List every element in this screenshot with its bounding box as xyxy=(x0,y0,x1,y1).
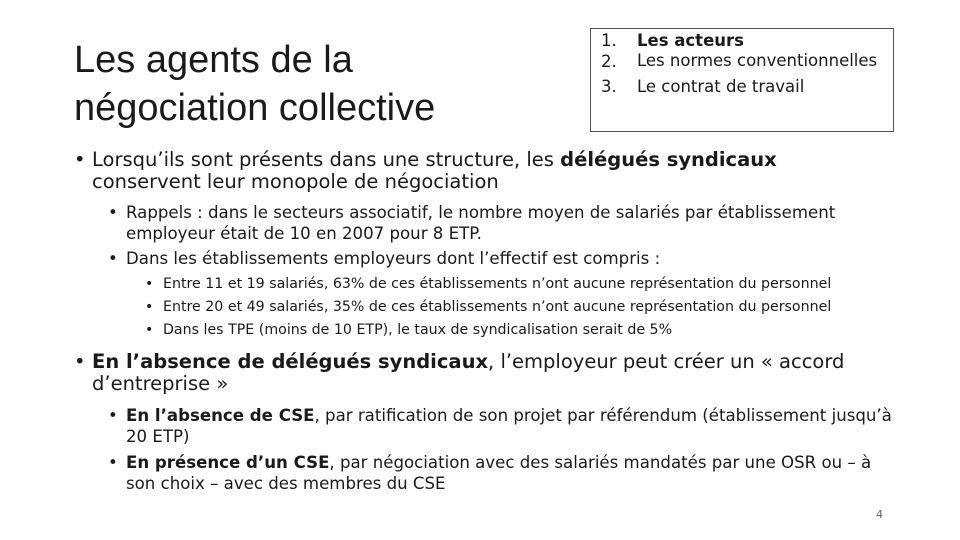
sub-bullet-presence-cse xyxy=(108,452,902,494)
bullet-text: Dans les TPE (moins de 10 ETP), le taux de syndicalisation serait de 5% xyxy=(163,322,673,338)
bullet-text: Entre 11 et 19 salariés, 63% de ces établissements n’ont aucune représentation du personnel xyxy=(163,276,832,292)
agenda-item-1 xyxy=(601,30,893,51)
bullet-marker: • xyxy=(145,276,154,292)
bullet-text: , l’employeur peut créer un « accord d’entreprise » xyxy=(92,350,845,395)
sub-bullet-etablissements xyxy=(108,248,902,269)
bullet-strong-text: En l’absence de délégués syndicaux xyxy=(92,350,489,373)
agenda-label: Le contrat de travail xyxy=(637,77,805,96)
agenda-item-3 xyxy=(601,76,893,97)
bullet-marker: • xyxy=(145,299,154,315)
bullet-delegues xyxy=(74,149,852,193)
bullet-marker: • xyxy=(74,148,86,171)
bullet-strong-text: En l’absence de CSE xyxy=(126,406,315,425)
agenda-number: 1. xyxy=(601,31,617,50)
bullet-marker: • xyxy=(108,453,118,472)
agenda-number: 2. xyxy=(601,52,617,71)
effectif-item-3 xyxy=(145,319,923,342)
agenda-label: Les acteurs xyxy=(637,31,744,50)
bullet-text: , par négociation avec des salariés mandatés par une OSR ou – à son choix – avec des membres du CSE xyxy=(126,453,872,493)
agenda-number: 3. xyxy=(601,77,617,96)
page-number: 4 xyxy=(876,508,883,521)
bullet-text: Dans les établissements employeurs dont l’effectif est compris : xyxy=(126,249,661,268)
bullet-marker: • xyxy=(145,322,154,338)
bullet-absence-delegues xyxy=(74,351,892,395)
bullet-text: Entre 20 et 49 salariés, 35% de ces établissements n’ont aucune représentation du personnel xyxy=(163,299,832,315)
bullet-strong-text: En présence d’un CSE xyxy=(126,453,330,472)
bullet-text: Rappels : dans le secteurs associatif, le nombre moyen de salariés par établissement employeur était de 10 en 2007 pour 8 ETP. xyxy=(126,203,836,243)
sub-bullet-rappels xyxy=(108,202,902,244)
bullet-strong-text: délégués syndicaux xyxy=(560,148,777,171)
bullet-text: Lorsqu’ils sont présents dans une structure, les xyxy=(92,148,561,171)
agenda-box xyxy=(590,28,894,132)
bullet-marker: • xyxy=(108,406,118,425)
bullet-text: , par ratification de son projet par référendum (établissement jusqu’à 20 ETP) xyxy=(126,406,892,446)
agenda-item-2 xyxy=(601,51,893,72)
bullet-text: conservent leur monopole de négociation xyxy=(92,170,499,193)
bullet-marker: • xyxy=(108,249,118,268)
effectif-item-1 xyxy=(145,273,923,296)
effectif-item-2 xyxy=(145,296,923,319)
bullet-marker: • xyxy=(74,350,86,373)
slide-title: Les agents de la négociation collective xyxy=(74,39,436,129)
sub-bullet-absence-cse xyxy=(108,405,902,447)
bullet-marker: • xyxy=(108,203,118,222)
agenda-label: Les normes conventionnelles xyxy=(637,51,878,70)
